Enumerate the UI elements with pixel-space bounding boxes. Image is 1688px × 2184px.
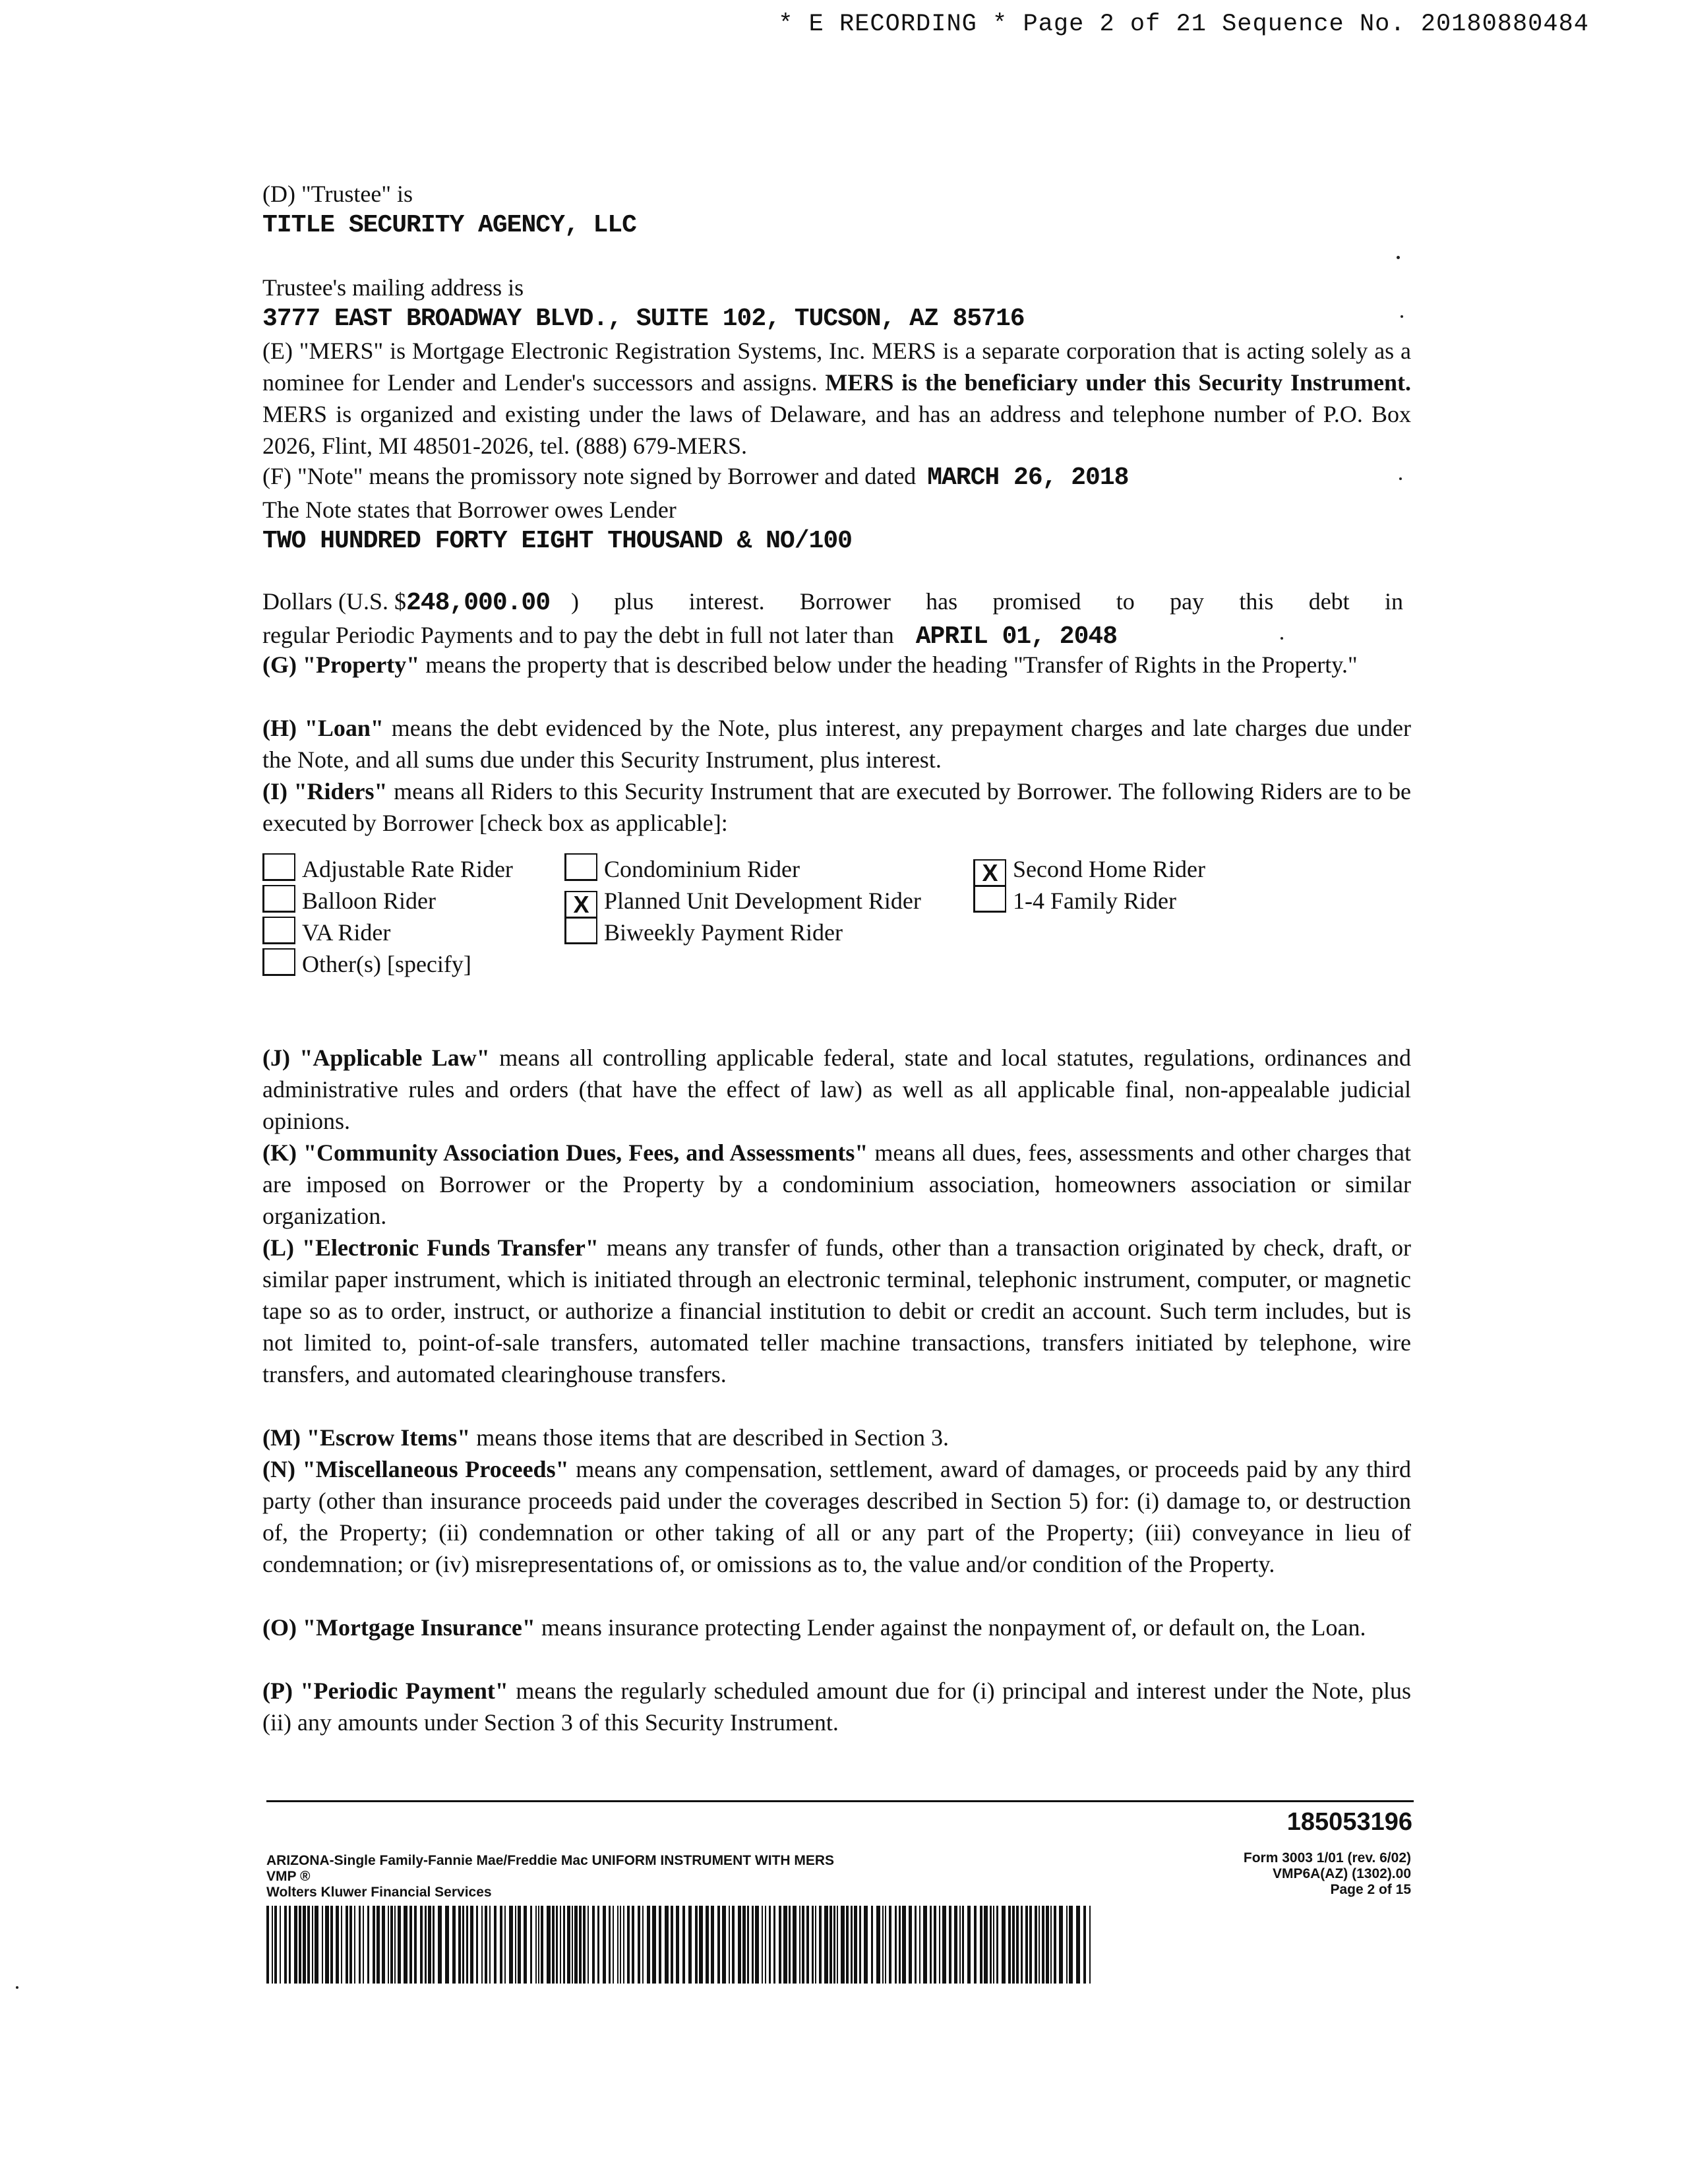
eft-paragraph <box>262 1232 1411 1390</box>
barcode-bar <box>871 1906 873 1984</box>
barcode-bar <box>289 1906 291 1984</box>
maturity-line: regular Periodic Payments and to pay the debt in full not later than <box>262 622 894 648</box>
barcode-bar <box>272 1906 273 1984</box>
barcode-bar <box>613 1906 614 1984</box>
barcode-bar <box>665 1906 669 1984</box>
barcode-bar <box>588 1906 589 1984</box>
form-page-number: Page 2 of 15 <box>1330 1882 1411 1897</box>
barcode-bar <box>359 1906 361 1984</box>
barcode-bar <box>597 1906 599 1984</box>
barcode-bar <box>934 1906 936 1984</box>
barcode-bar <box>1042 1906 1044 1984</box>
barcode-bar <box>556 1906 558 1984</box>
barcode-bar <box>747 1906 749 1984</box>
barcode-bar <box>993 1906 994 1984</box>
mortgage-insurance-text: means insurance protecting Lender against the nonpayment of, or default on, the Loan. <box>535 1614 1366 1641</box>
periodic-payment-paragraph <box>262 1675 1411 1738</box>
barcode-bar <box>974 1906 977 1984</box>
rider-checkbox[interactable] <box>564 917 597 944</box>
barcode-bar <box>322 1906 323 1984</box>
barcode-bar <box>330 1906 333 1984</box>
barcode-bar <box>458 1906 461 1984</box>
barcode-bar <box>462 1906 464 1984</box>
rider-va[interactable] <box>262 917 390 948</box>
rider-1-4-family[interactable] <box>973 885 1176 917</box>
applicable-law-heading: (J) "Applicable Law" <box>262 1045 490 1071</box>
barcode-bar <box>325 1906 329 1984</box>
barcode-bar <box>489 1906 491 1984</box>
property-paragraph <box>262 649 1411 681</box>
barcode-bar <box>1008 1906 1011 1984</box>
barcode-bar <box>755 1906 759 1984</box>
community-association-text: means all dues, fees, assessments and other charges that are imposed on Borrower or the Property by a condominium association, homeowners association or similar organization. <box>262 1139 1411 1229</box>
barcode-bar <box>409 1906 412 1984</box>
barcode-bar <box>837 1906 838 1984</box>
mortgage-insurance-paragraph <box>262 1612 1411 1643</box>
mortgage-insurance-heading: (O) "Mortgage Insurance" <box>262 1614 535 1641</box>
barcode-bar <box>303 1906 306 1984</box>
barcode-bar <box>793 1906 797 1984</box>
mers-beneficiary-clause: MERS is the beneficiary under this Security Instrument. <box>825 369 1412 396</box>
rider-balloon[interactable] <box>262 885 436 917</box>
barcode-bar <box>815 1906 816 1984</box>
riders-text: means all Riders to this Security Instrument that are executed by Borrower. The following Riders are to be executed by Borrower [check box as applicable]: <box>262 778 1412 836</box>
barcode-bar <box>466 1906 468 1984</box>
barcode-bar <box>915 1906 917 1984</box>
barcode-bar <box>1021 1906 1023 1984</box>
rider-second-home[interactable] <box>973 853 1205 887</box>
community-association-heading: (K) "Community Association Dues, Fees, and Assessments" <box>262 1139 868 1166</box>
barcode-bar <box>676 1906 679 1984</box>
barcode-bar <box>620 1906 621 1984</box>
barcode-bar <box>284 1906 287 1984</box>
loan-number: 185053196 <box>1286 1808 1412 1836</box>
barcode-bar <box>688 1906 692 1984</box>
barcode-bar <box>1016 1906 1019 1984</box>
mers-paragraph <box>262 335 1411 462</box>
maturity-date: APRIL 01, 2048 <box>915 622 1118 651</box>
barcode-bar <box>899 1906 901 1984</box>
recording-stamp: * E RECORDING * Page 2 of 21 Sequence No. 20180880484 <box>778 11 1589 38</box>
barcode-bar <box>583 1906 586 1984</box>
barcode-bar <box>476 1906 478 1984</box>
barcode-bar <box>783 1906 787 1984</box>
barcode-bar <box>266 1906 269 1984</box>
barcode-bar <box>354 1906 355 1984</box>
barcode-bar <box>312 1906 313 1984</box>
barcode-bar <box>433 1906 435 1984</box>
scan-speck <box>1397 256 1400 259</box>
footer-rule <box>266 1800 1414 1802</box>
barcode-bar <box>574 1906 578 1984</box>
barcode-bar <box>942 1906 946 1984</box>
barcode-bar <box>769 1906 771 1984</box>
barcode-bar <box>623 1906 624 1984</box>
barcode-bar <box>1002 1906 1006 1984</box>
barcode-bar <box>294 1906 297 1984</box>
barcode-bar <box>518 1906 521 1984</box>
barcode-bar <box>617 1906 618 1984</box>
barcode-bar <box>494 1906 497 1984</box>
barcode-bar <box>996 1906 998 1984</box>
trustee-address-section <box>262 272 1411 335</box>
barcode-bar <box>859 1906 861 1984</box>
trustee-address-label: Trustee's mailing address is <box>262 274 524 301</box>
barcode-bar <box>909 1906 912 1984</box>
trustee-name: TITLE SECURITY AGENCY, LLC <box>262 211 636 239</box>
rider-label: Second Home Rider <box>1013 856 1205 882</box>
mers-text-b: MERS is organized and existing under the laws of Delaware, and has an address and telephone number of P.O. Box 2026, Flint, MI 48501-2026, tel. (888) 679-MERS. <box>262 401 1411 459</box>
barcode-bar <box>876 1906 880 1984</box>
note-date: MARCH 26, 2018 <box>927 464 1129 492</box>
trustee-label: (D) "Trustee" is <box>262 181 413 207</box>
publisher-name: Wolters Kluwer Financial Services <box>266 1885 492 1900</box>
barcode-bar <box>841 1906 845 1984</box>
note-amount: 248,000.00 <box>406 589 551 617</box>
barcode-bar <box>404 1906 407 1984</box>
barcode-bar <box>829 1906 832 1984</box>
rider-label: Balloon Rider <box>302 888 436 914</box>
rider-label: Planned Unit Development Rider <box>604 888 921 914</box>
eft-text: means any transfer of funds, other than a transaction originated by check, draft, or similar paper instrument, which is initiated through an electronic terminal, telephonic instrument, computer, or magnetic tape so as to order, instruct, or authorize a financial institution to debit or credit an account. Such term includes, but is not limited to, point-of-sale transfers, automated teller machine transactions, transfers initiated by telephone, wire transfers, and automated clearinghouse transfers. <box>262 1234 1411 1387</box>
barcode-bar <box>864 1906 868 1984</box>
barcode-bar <box>919 1906 920 1984</box>
barcode-bar <box>695 1906 698 1984</box>
barcode-bar <box>802 1906 804 1984</box>
barcode-bar <box>299 1906 301 1984</box>
rider-checkbox[interactable] <box>564 853 597 881</box>
barcode-bar <box>806 1906 809 1984</box>
form-description <box>266 1853 834 1900</box>
scan-speck <box>1401 315 1403 318</box>
riders-heading: (I) "Riders" <box>262 778 388 804</box>
misc-proceeds-paragraph <box>262 1453 1411 1580</box>
barcode-bar <box>470 1906 473 1984</box>
barcode-bar <box>373 1906 375 1984</box>
barcode-bar <box>425 1906 427 1984</box>
barcode-bar <box>445 1906 449 1984</box>
barcode-bar <box>524 1906 527 1984</box>
barcode-bar <box>939 1906 940 1984</box>
barcode-bar <box>962 1906 964 1984</box>
dollars-suffix: ) plus interest. Borrower has promised to pay this debt in <box>571 588 1403 615</box>
rider-checkbox[interactable] <box>262 853 295 881</box>
barcode-bar <box>509 1906 513 1984</box>
barcode-bar <box>515 1906 516 1984</box>
barcode-bar <box>833 1906 835 1984</box>
rider-planned-unit-development[interactable] <box>564 885 921 919</box>
barcode-bar <box>541 1906 543 1984</box>
barcode-bar <box>1054 1906 1056 1984</box>
barcode-bar <box>346 1906 348 1984</box>
barcode-bar <box>980 1906 982 1984</box>
barcode-bar <box>572 1906 573 1984</box>
loan-paragraph <box>262 712 1411 775</box>
barcode-bar <box>603 1906 606 1984</box>
barcode-bar <box>547 1906 551 1984</box>
barcode-bar <box>1046 1906 1049 1984</box>
barcode-bar <box>390 1906 393 1984</box>
barcode-bar <box>535 1906 537 1984</box>
barcode <box>266 1906 1091 1984</box>
eft-heading: (L) "Electronic Funds Transfer" <box>262 1234 599 1261</box>
scan-speck <box>1281 637 1283 640</box>
applicable-law-paragraph <box>262 1042 1411 1137</box>
barcode-bar <box>1029 1906 1032 1984</box>
rider-label: Other(s) [specify] <box>302 951 471 977</box>
rider-label: Adjustable Rate Rider <box>302 856 513 882</box>
barcode-bar <box>742 1906 746 1984</box>
barcode-bar <box>428 1906 431 1984</box>
barcode-bar <box>280 1906 281 1984</box>
loan-heading: (H) "Loan" <box>262 715 384 741</box>
barcode-bar <box>274 1906 277 1984</box>
barcode-bar <box>567 1906 570 1984</box>
barcode-bar <box>632 1906 634 1984</box>
mers-text-a: is Mortgage Electronic Registration Systems, Inc. MERS is a separate corporation that is acting solely as a nominee for Lender and Lender's successors and assigns. <box>262 338 1411 396</box>
barcode-bar <box>789 1906 791 1984</box>
riders-paragraph <box>262 775 1411 839</box>
barcode-bar <box>824 1906 828 1984</box>
barcode-bar <box>851 1906 853 1984</box>
barcode-bar <box>367 1906 369 1984</box>
mers-heading: (E) "MERS" <box>262 338 384 364</box>
barcode-bar <box>647 1906 650 1984</box>
barcode-bar <box>1089 1906 1091 1984</box>
barcode-bar <box>563 1906 565 1984</box>
barcode-bar <box>1059 1906 1063 1984</box>
barcode-bar <box>967 1906 971 1984</box>
barcode-bar <box>729 1906 730 1984</box>
barcode-bar <box>530 1906 532 1984</box>
barcode-bar <box>885 1906 886 1984</box>
barcode-bar <box>420 1906 423 1984</box>
community-association-paragraph <box>262 1137 1411 1232</box>
barcode-bar <box>959 1906 961 1984</box>
scan-speck <box>16 1986 18 1989</box>
barcode-bar <box>579 1906 582 1984</box>
note-definition: (F) "Note" means the promissory note signed by Borrower and dated <box>262 463 917 489</box>
escrow-items-heading: (M) "Escrow Items" <box>262 1424 471 1451</box>
barcode-bar <box>438 1906 442 1984</box>
barcode-bar <box>671 1906 673 1984</box>
barcode-bar <box>819 1906 822 1984</box>
rider-checkbox[interactable] <box>262 885 295 913</box>
note-section <box>262 460 1411 557</box>
barcode-bar <box>1035 1906 1037 1984</box>
barcode-bar <box>609 1906 611 1984</box>
barcode-bar <box>500 1906 502 1984</box>
rider-other[interactable] <box>262 948 471 980</box>
barcode-bar <box>990 1906 992 1984</box>
barcode-bar <box>552 1906 555 1984</box>
rider-checkbox[interactable]: X <box>973 859 1006 887</box>
barcode-bar <box>538 1906 539 1984</box>
misc-proceeds-text: means any compensation, settlement, award of damages, or proceeds paid by any third party (other than insurance proceeds paid under the coverages described in Section 5) for: (i) damage to, or destruction of, the Property; (ii) condemnation or other taking of all or any part of the Property; (iii) conveyance in lieu of condemnation; or (iv) misrepresentations of, or omissions as to, the value and/or condition of the Property. <box>262 1456 1411 1577</box>
barcode-bar <box>882 1906 884 1984</box>
form-identifier <box>1244 1850 1411 1898</box>
barcode-bar <box>382 1906 385 1984</box>
rider-label: Condominium Rider <box>604 856 800 882</box>
barcode-bar <box>984 1906 988 1984</box>
vmp-mark: VMP ® <box>266 1869 311 1884</box>
barcode-bar <box>414 1906 417 1984</box>
escrow-items-text: means those items that are described in Section 3. <box>470 1424 950 1451</box>
barcode-bar <box>1083 1906 1086 1984</box>
barcode-bar <box>752 1906 754 1984</box>
barcode-bar <box>627 1906 630 1984</box>
barcode-bar <box>1050 1906 1052 1984</box>
property-text: means the property that is described below under the heading "Transfer of Rights in the Property." <box>419 652 1358 678</box>
rider-label: 1-4 Family Rider <box>1013 888 1176 914</box>
barcode-bar <box>923 1906 927 1984</box>
barcode-bar <box>560 1906 561 1984</box>
rider-checkbox[interactable] <box>973 885 1006 913</box>
applicable-law-text: means all controlling applicable federal, state and local statutes, regulations, ordinances and administrative rules and orders (that have the effect of law) as well as all applicable final, non-appealable judicial opinions. <box>262 1045 1412 1134</box>
barcode-bar <box>504 1906 506 1984</box>
rider-checkbox[interactable] <box>262 948 295 976</box>
barcode-bar <box>717 1906 720 1984</box>
trustee-section <box>262 178 1411 241</box>
dollars-prefix: Dollars (U.S. $ <box>262 588 406 615</box>
barcode-bar <box>954 1906 957 1984</box>
barcode-bar <box>638 1906 640 1984</box>
note-dollars-section <box>262 586 1411 653</box>
barcode-bar <box>315 1906 318 1984</box>
trustee-address: 3777 EAST BROADWAY BLVD., SUITE 102, TUCSON, AZ 85716 <box>262 305 1025 333</box>
barcode-bar <box>592 1906 595 1984</box>
barcode-bar <box>659 1906 661 1984</box>
barcode-bar <box>812 1906 814 1984</box>
scan-speck <box>1399 477 1402 480</box>
barcode-bar <box>452 1906 456 1984</box>
rider-adjustable-rate[interactable] <box>262 853 513 885</box>
barcode-bar <box>1025 1906 1028 1984</box>
barcode-bar <box>773 1906 775 1984</box>
barcode-bar <box>652 1906 656 1984</box>
rider-biweekly-payment[interactable] <box>564 917 843 948</box>
barcode-bar <box>895 1906 897 1984</box>
barcode-bar <box>765 1906 766 1984</box>
barcode-bar <box>889 1906 891 1984</box>
vmp-code: VMP6A(AZ) (1302).00 <box>1272 1866 1411 1881</box>
barcode-bar <box>799 1906 800 1984</box>
form-title: ARIZONA-Single Family-Fannie Mae/Freddie Mac UNIFORM INSTRUMENT WITH MERS <box>266 1853 835 1868</box>
barcode-bar <box>394 1906 396 1984</box>
barcode-bar <box>398 1906 401 1984</box>
barcode-bar <box>1066 1906 1068 1984</box>
barcode-bar <box>902 1906 906 1984</box>
barcode-bar <box>854 1906 857 1984</box>
misc-proceeds-heading: (N) "Miscellaneous Proceeds" <box>262 1456 569 1482</box>
barcode-bar <box>307 1906 310 1984</box>
barcode-bar <box>762 1906 763 1984</box>
loan-text: means the debt evidenced by the Note, plus interest, any prepayment charges and late charges due under the Note, and all sums due under this Security Instrument, plus interest. <box>262 715 1412 773</box>
rider-condominium[interactable] <box>564 853 800 885</box>
rider-label: VA Rider <box>302 919 391 946</box>
barcode-bar <box>949 1906 951 1984</box>
periodic-payment-heading: (P) "Periodic Payment" <box>262 1678 508 1704</box>
rider-checkbox[interactable]: X <box>564 891 597 919</box>
note-owes-line: The Note states that Borrower owes Lender <box>262 497 677 523</box>
barcode-bar <box>706 1906 709 1984</box>
barcode-bar <box>377 1906 380 1984</box>
escrow-items-paragraph <box>262 1422 1411 1453</box>
barcode-bar <box>336 1906 339 1984</box>
rider-checkbox[interactable] <box>262 917 295 944</box>
property-heading: (G) "Property" <box>262 652 420 678</box>
barcode-bar <box>388 1906 389 1984</box>
barcode-bar <box>349 1906 352 1984</box>
barcode-bar <box>1076 1906 1080 1984</box>
barcode-bar <box>779 1906 781 1984</box>
barcode-bar <box>846 1906 849 1984</box>
barcode-bar <box>722 1906 726 1984</box>
barcode-bar <box>738 1906 741 1984</box>
form-number: Form 3003 1/01 (rev. 6/02) <box>1243 1850 1411 1866</box>
barcode-bar <box>711 1906 714 1984</box>
barcode-bar <box>699 1906 703 1984</box>
barcode-bar <box>485 1906 487 1984</box>
barcode-bar <box>1012 1906 1015 1984</box>
note-amount-words: TWO HUNDRED FORTY EIGHT THOUSAND & NO/100 <box>262 527 852 555</box>
barcode-bar <box>930 1906 932 1984</box>
barcode-bar <box>341 1906 342 1984</box>
barcode-bar <box>1069 1906 1073 1984</box>
barcode-bar <box>642 1906 644 1984</box>
rider-label: Biweekly Payment Rider <box>604 919 843 946</box>
barcode-bar <box>1039 1906 1040 1984</box>
barcode-bar <box>363 1906 364 1984</box>
barcode-bar <box>682 1906 685 1984</box>
periodic-payment-text: means the regularly scheduled amount due for (i) principal and interest under the Note, plus (ii) any amounts under Section 3 of this Security Instrument. <box>262 1678 1412 1736</box>
barcode-bar <box>732 1906 735 1984</box>
barcode-bar <box>481 1906 483 1984</box>
